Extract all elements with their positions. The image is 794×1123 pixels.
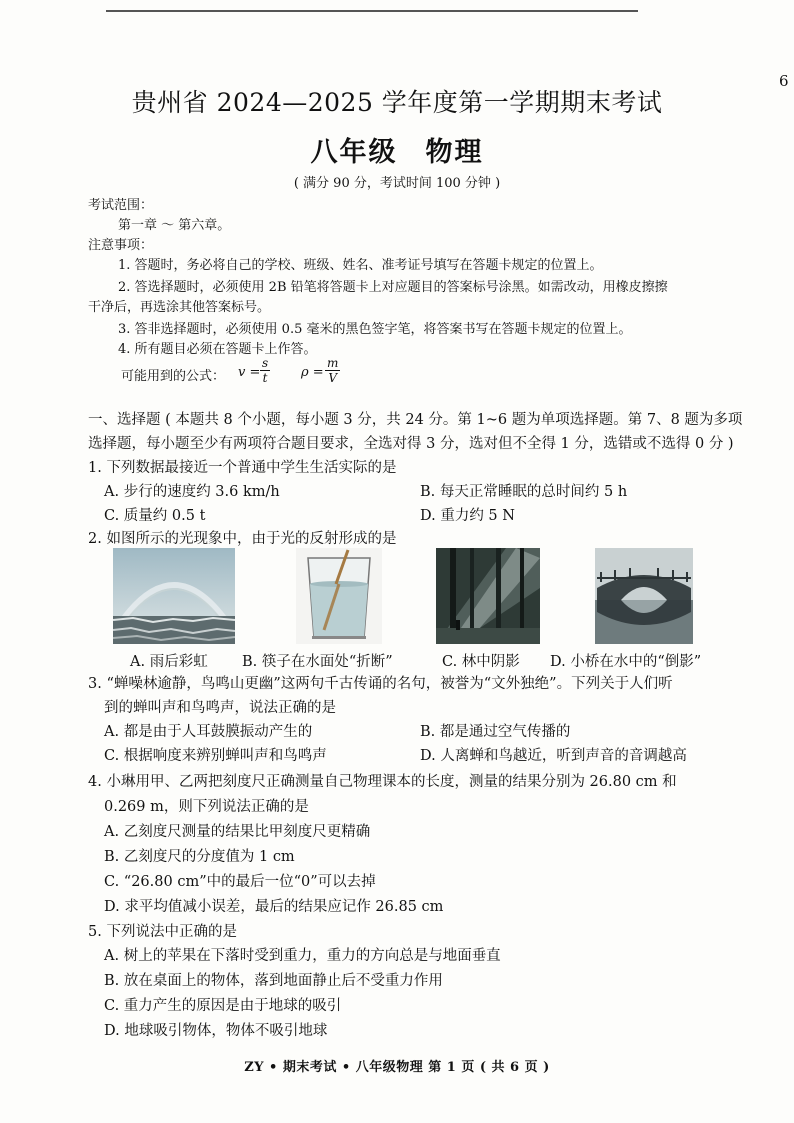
formula-label: 可能用到的公式： bbox=[121, 369, 226, 384]
q5-option-c: C. 重力产生的原因是由于地球的吸引 bbox=[104, 998, 342, 1014]
q3-option-d: D. 人离蝉和鸟越近，听到声音的音调越高 bbox=[420, 748, 687, 764]
q2-option-c: C. 林中阴影 bbox=[442, 654, 520, 670]
q4-option-d: D. 求平均值减小误差，最后的结果应记作 26.85 cm bbox=[104, 899, 444, 915]
exam-title: 贵州省 2024—2025 学年度第一学期期末考试 bbox=[131, 88, 663, 117]
formula-block bbox=[121, 356, 381, 392]
scope-value: 第一章 ～ 第六章。 bbox=[118, 218, 231, 233]
q3-stem-line2: 到的蝉叫声和鸟鸣声，说法正确的是 bbox=[104, 700, 336, 716]
formula-rho-denominator: V bbox=[328, 371, 338, 385]
q2-option-b: B. 筷子在水面处“折断” bbox=[242, 654, 393, 670]
q4-stem-line2: 0.269 m，则下列说法正确的是 bbox=[104, 799, 309, 815]
page-footer: ZY • 期末考试 • 八年级物理 第 1 页 ( 共 6 页 ) bbox=[244, 1060, 550, 1075]
formula-rho-numerator: m bbox=[327, 356, 339, 370]
subject-label: 物理 bbox=[425, 137, 484, 168]
q2-stem: 2. 如图所示的光现象中，由于光的反射形成的是 bbox=[88, 531, 397, 547]
note-1: 1. 答题时，务必将自己的学校、班级、姓名、准考证号填写在答题卡规定的位置上。 bbox=[118, 258, 603, 273]
q1-stem: 1. 下列数据最接近一个普通中学生生活实际的是 bbox=[88, 460, 397, 476]
top-rule bbox=[106, 10, 638, 12]
q5-option-a: A. 树上的苹果在下落时受到重力，重力的方向总是与地面垂直 bbox=[104, 948, 501, 964]
formula-v-fraction bbox=[260, 356, 270, 385]
q1-option-d: D. 重力约 5 N bbox=[420, 508, 515, 524]
bridge-reflection-picture bbox=[595, 548, 693, 644]
exam-subject bbox=[0, 130, 794, 169]
q4-option-c: C. “26.80 cm”中的最后一位“0”可以去掉 bbox=[104, 874, 376, 890]
formula-rho-lhs: ρ = bbox=[301, 365, 324, 380]
note-2a: 2. 答选择题时，必须使用 2B 铅笔将答题卡上对应题目的答案标号涂黑。如需改动，用橡皮擦擦 bbox=[118, 280, 668, 295]
note-2b: 干净后，再选涂其他答案标号。 bbox=[88, 300, 271, 315]
q2-option-a: A. 雨后彩虹 bbox=[130, 654, 208, 670]
q4-option-b: B. 乙刻度尺的分度值为 1 cm bbox=[104, 849, 295, 865]
q1-option-c: C. 质量约 0.5 t bbox=[104, 508, 206, 524]
exam-meta: ( 满分 90 分，考试时间 100 分钟 ) bbox=[293, 176, 501, 191]
q4-option-a: A. 乙刻度尺测量的结果比甲刻度尺更精确 bbox=[104, 824, 371, 840]
rainbow-picture bbox=[113, 548, 235, 644]
q1-option-b: B. 每天正常睡眠的总时间约 5 h bbox=[420, 484, 628, 500]
q2-option-d: D. 小桥在水中的“倒影” bbox=[550, 654, 702, 670]
formula-v-numerator: s bbox=[262, 356, 269, 370]
note-4: 4. 所有题目必须在答题卡上作答。 bbox=[118, 342, 317, 357]
note-3: 3. 答非选择题时，必须使用 0.5 毫米的黑色签字笔，将答案书写在答题卡规定的位置上。 bbox=[118, 322, 632, 337]
notes-label: 注意事项： bbox=[88, 238, 154, 253]
formula-v-lhs: v = bbox=[238, 365, 261, 380]
q5-option-d: D. 地球吸引物体，物体不吸引地球 bbox=[104, 1023, 328, 1039]
q4-stem-line1: 4. 小琳用甲、乙两把刻度尺正确测量自己物理课本的长度，测量的结果分别为 26.80 cm 和 bbox=[88, 774, 677, 790]
section1-line2: 选择题，每小题至少有两项符合题目要求，全选对得 3 分，选对但不全得 1 分，选错或不选得 0 分 ) bbox=[88, 436, 734, 452]
q3-option-c: C. 根据响度来辨别蝉叫声和鸟鸣声 bbox=[104, 748, 327, 764]
forest-shadow-picture bbox=[436, 548, 540, 644]
formula-rho-fraction bbox=[325, 356, 340, 385]
grade-label: 八年级 bbox=[310, 137, 398, 168]
q3-option-a: A. 都是由于人耳鼓膜振动产生的 bbox=[104, 724, 313, 740]
q5-option-b: B. 放在桌面上的物体，落到地面静止后不受重力作用 bbox=[104, 973, 443, 989]
scope-label: 考试范围： bbox=[88, 198, 154, 213]
q1-option-a: A. 步行的速度约 3.6 km/h bbox=[104, 484, 280, 500]
section1-line1: 一、选择题 ( 本题共 8 个小题，每小题 3 分，共 24 分。第 1~6 题为单项选择题。第 7、8 题为多项 bbox=[88, 412, 743, 428]
q3-stem-line1: 3. “蝉噪林逾静，鸟鸣山更幽”这两句千古传诵的名句，被誉为“文外独绝”。下列关于人们听 bbox=[88, 676, 673, 692]
formula-v-denominator: t bbox=[262, 371, 268, 385]
glass-chopstick-picture bbox=[296, 548, 382, 644]
q3-option-b: B. 都是通过空气传播的 bbox=[420, 724, 571, 740]
q5-stem: 5. 下列说法中正确的是 bbox=[88, 924, 237, 940]
page-corner-number: 6 bbox=[779, 72, 789, 90]
